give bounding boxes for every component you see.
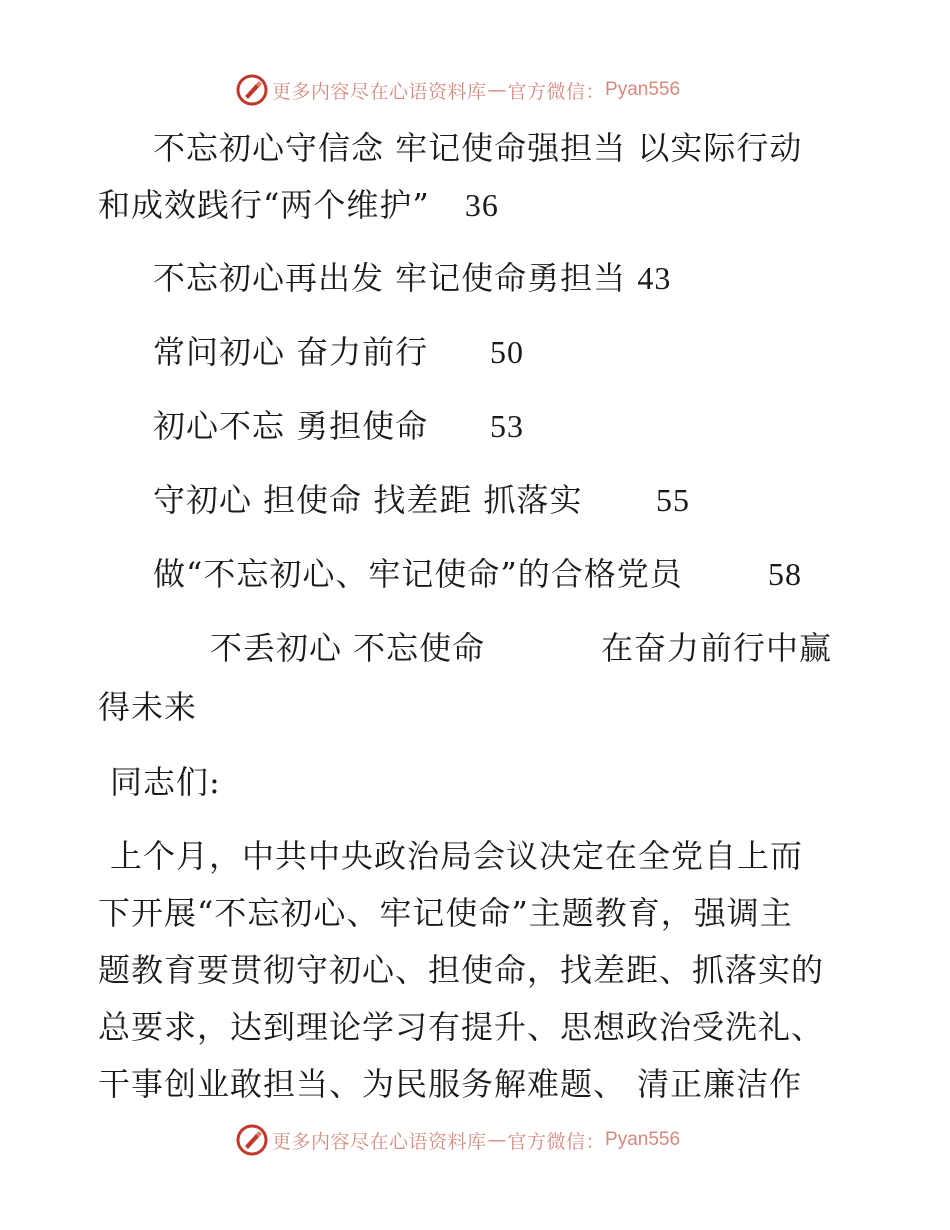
toc-entry-4 <box>153 406 524 446</box>
banner-wechat-id: Pyan556 <box>605 79 681 100</box>
article-title <box>210 628 485 668</box>
article-title-part3: 得未来 <box>98 688 198 726</box>
toc-page-number: 55 <box>656 482 690 518</box>
banner-text: 更多内容尽在心语资料库 <box>272 80 487 103</box>
toc-title: 和成效践行“两个维护” <box>98 186 430 224</box>
toc-page-number: 50 <box>490 334 524 370</box>
toc-entry-1-line2 <box>98 185 499 225</box>
banner-separator: — <box>487 1129 507 1151</box>
banner-separator: — <box>487 79 507 101</box>
pen-seal-icon <box>236 1124 268 1156</box>
body-line: 上个月，中共中央政治局会议决定在全党自上而 <box>110 837 804 875</box>
article-title-part2: 在奋力前行中赢 <box>601 629 833 667</box>
banner-wechat-label: 官方微信： <box>507 80 606 103</box>
header-banner <box>236 73 680 107</box>
salutation-text: 同志们: <box>110 763 221 801</box>
body-line: 下开展“不忘初心、牢记使命”主题教育，强调主 <box>98 894 793 932</box>
toc-entry-2 <box>153 258 671 298</box>
body-line: 题教育要贯彻守初心、担使命，找差距、抓落实的 <box>98 951 825 989</box>
article-title-cont <box>601 628 832 668</box>
pen-seal-icon <box>236 74 268 106</box>
body-line: 总要求，达到理论学习有提升、思想政治受洗礼、 <box>98 1008 825 1046</box>
toc-title: 不忘初心守信念 牢记使命强担当 以实际行动 <box>153 129 803 167</box>
toc-title: 不忘初心再出发 牢记使命勇担当 <box>153 259 627 297</box>
toc-entry-1-line1 <box>153 128 802 168</box>
toc-title: 守初心 担使命 找差距 抓落实 <box>153 481 583 519</box>
toc-entry-5 <box>153 480 690 520</box>
toc-page-number: 43 <box>637 260 672 296</box>
toc-entry-6 <box>153 554 802 594</box>
salutation <box>110 762 221 802</box>
banner-text: 更多内容尽在心语资料库 <box>272 1130 487 1153</box>
banner-wechat-label: 官方微信： <box>507 1130 606 1153</box>
toc-page-number: 36 <box>464 187 499 223</box>
toc-page-number: 58 <box>768 556 802 592</box>
article-title-end <box>98 687 197 727</box>
article-title-part1: 不丢初心 不忘使命 <box>210 629 486 667</box>
toc-title: 做“不忘初心、牢记使命”的合格党员 <box>153 555 683 593</box>
toc-title: 常问初心 奋力前行 <box>153 333 429 371</box>
toc-page-number: 53 <box>490 408 524 444</box>
toc-entry-3 <box>153 332 524 372</box>
banner-wechat-id: Pyan556 <box>605 1129 681 1150</box>
footer-banner <box>236 1123 680 1157</box>
body-line: 干事创业敢担当、为民服务解难题、 清正廉洁作 <box>98 1065 803 1103</box>
toc-title: 初心不忘 勇担使命 <box>153 407 429 445</box>
